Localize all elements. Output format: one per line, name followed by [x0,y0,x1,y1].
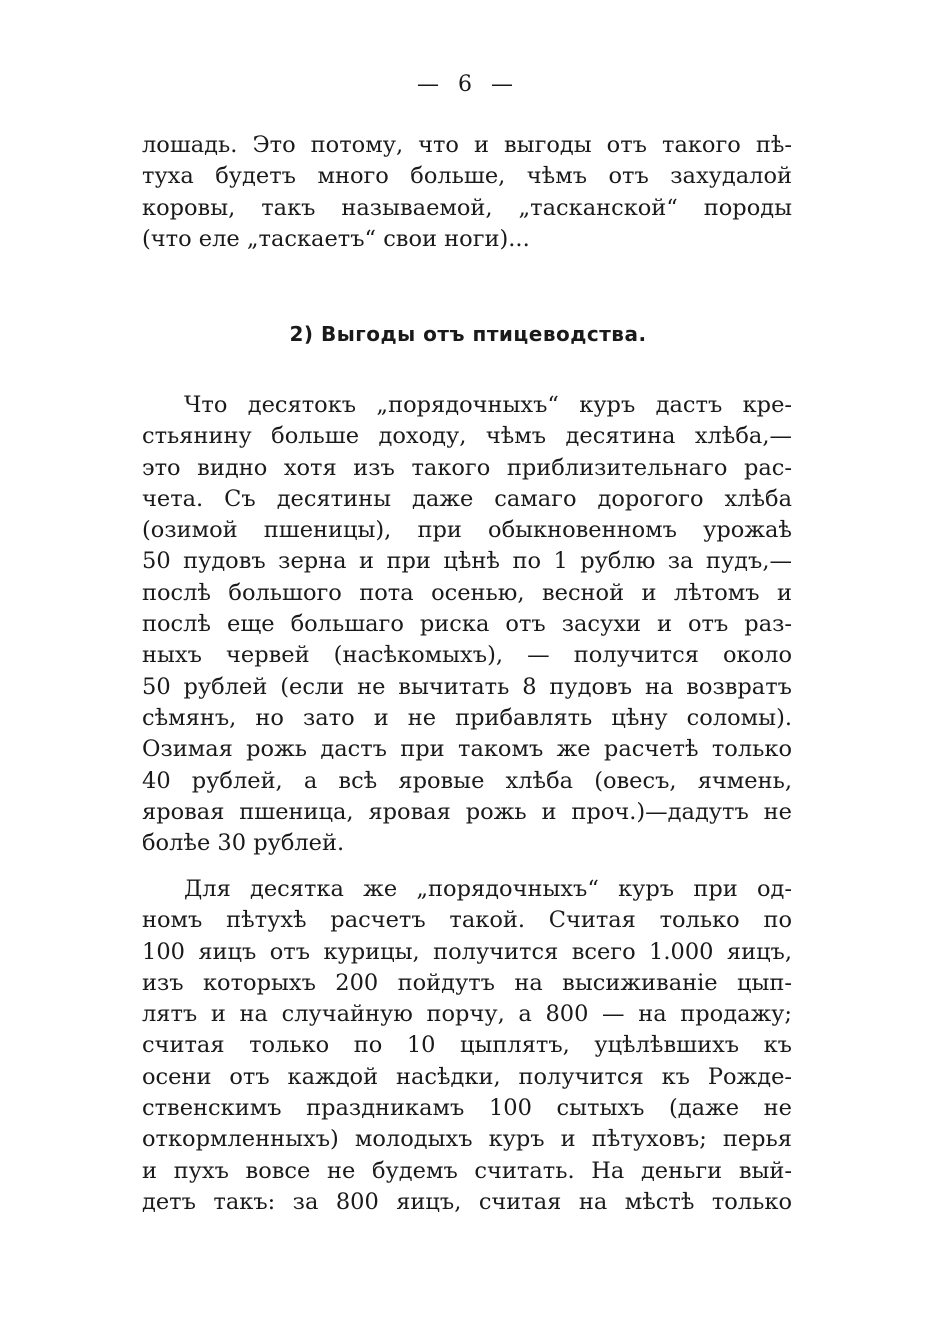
intro-paragraph [142,130,792,255]
text-line: Озимая рожь дастъ при такомъ же расчетѣ только [142,736,792,763]
paragraph-1 [142,390,792,859]
text-line: (что еле „таскаетъ“ свои ноги)... [142,225,530,252]
text-line: туха будетъ много больше, чѣмъ отъ захудалой [142,163,792,190]
paragraph-2 [142,874,792,1218]
text-line: 100 яицъ отъ курицы, получится всего 1.000 яицъ, [142,938,792,965]
text-line: считая только по 10 цыплятъ, уцѣлѣвшихъ къ [142,1032,792,1059]
text-line: детъ такъ: за 800 яицъ, считая на мѣстѣ только [142,1188,792,1215]
text-line: болѣе 30 рублей. [142,830,345,857]
text-line: яровая пшеница, яровая рожь и проч.)—дадутъ не [142,798,792,825]
text-line: 40 рублей, а всѣ яровые хлѣба (овесъ, ячмень, [142,767,792,794]
text-line: номъ пѣтухѣ расчетъ такой. Считая только по [142,907,792,934]
text-line: 50 пудовъ зерна и при цѣнѣ по 1 рублю за пудъ,— [142,548,792,575]
text-line: ныхъ червей (насѣкомыхъ), — получится около [142,642,792,669]
text-line: 50 рублей (если не вычитать 8 пудовъ на возвратъ [142,673,792,700]
text-line: послѣ большого пота осенью, весной и лѣтомъ и [142,579,792,606]
text-line: лошадь. Это потому, что и выгоды отъ такого пѣ- [142,132,792,158]
text-line: изъ которыхъ 200 пойдутъ на высиживаніе цып- [142,969,792,996]
text-line: коровы, такъ называемой, „тасканской“ породы [142,194,792,221]
text-line: чета. Съ десятины даже самаго дорогого хлѣба [142,485,792,512]
text-line: стьянину больше доходу, чѣмъ десятина хлѣба,— [142,423,792,450]
section-heading: 2) Выгоды отъ птицеводства. [289,322,647,346]
text-line: ственскимъ праздникамъ 100 сытыхъ (даже не [142,1095,792,1122]
text-line: Для десятка же „порядочныхъ“ куръ при од- [184,876,792,902]
text-line: (озимой пшеницы), при обыкновенномъ урожаѣ [142,517,792,544]
text-line: это видно хотя изъ такого приблизительнаго рас- [142,454,792,481]
page-number: — 6 — [417,72,519,97]
text-line: лятъ и на случайную порчу, а 800 — на продажу; [142,1001,792,1028]
text-line: послѣ еще большаго риска отъ засухи и отъ раз- [142,611,792,638]
text-line: откормленныхъ) молодыхъ куръ и пѣтуховъ; перья [142,1126,792,1153]
text-line: и пухъ вовсе не будемъ считать. На деньги вый- [142,1157,792,1184]
text-line: осени отъ каждой насѣдки, получится къ Рожде- [142,1063,792,1090]
text-line: сѣмянъ, но зато и не прибавлять цѣну соломы). [142,704,792,731]
text-line: Что десятокъ „порядочныхъ“ куръ дастъ кре- [184,392,792,418]
